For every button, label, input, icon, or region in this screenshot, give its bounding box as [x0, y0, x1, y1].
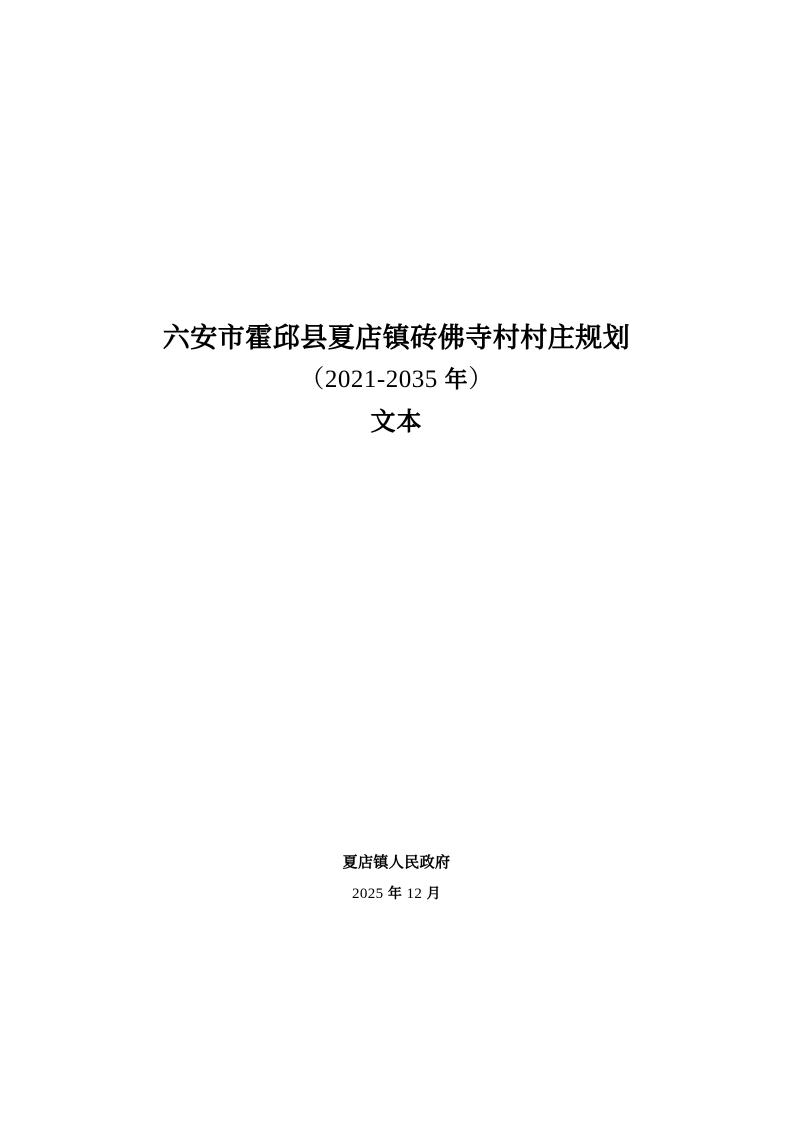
- issuer-name: 夏店镇人民政府: [342, 854, 451, 871]
- date-month: 12: [406, 886, 423, 902]
- subtitle-year-char: 年: [437, 366, 469, 392]
- subtitle-close-paren: ）: [468, 366, 494, 393]
- document-type-label: 文本: [370, 408, 423, 436]
- page-title: 六安市霍邱县夏店镇砖佛寺村村庄规划: [162, 323, 631, 353]
- date-year-char: 年: [383, 885, 407, 901]
- document-date: [0, 878, 793, 909]
- subtitle-year-range: 2021-2035: [324, 366, 438, 393]
- date-year: 2025: [351, 886, 384, 902]
- footer-block: [0, 848, 793, 909]
- subtitle-open-paren: （: [299, 366, 325, 393]
- date-month-char: 月: [422, 885, 442, 901]
- title-block: [0, 318, 793, 443]
- page-subtitle: [0, 358, 793, 401]
